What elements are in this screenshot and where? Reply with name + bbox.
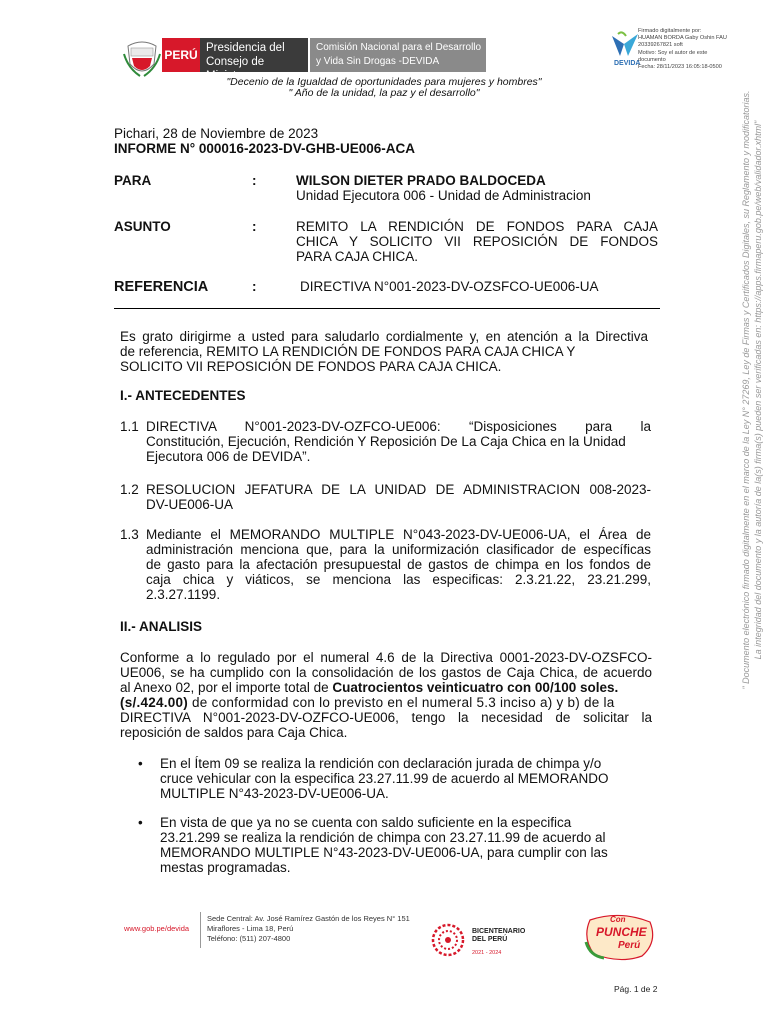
address-line: Sede Central: Av. José Ramírez Gastón de los Reyes N° 151 (207, 914, 410, 923)
legal-validation-note (740, 0, 764, 790)
item-1-3-line: administración menciona que, para la uniformización clasificador de específicas (146, 542, 651, 557)
bullet-1-line: MULTIPLE N°43-2023-DV-UE006-UA. (160, 786, 389, 801)
item-1-3-line: Mediante el MEMORANDO MULTIPLE N°043-2023-DV-UE006-UA, el Área de (146, 527, 651, 542)
bicentenario-line: DEL PERÚ (472, 936, 508, 943)
item-1-1-line: Constitución, Ejecución, Rendición Y Reposición De La Caja Chica en la Unidad (146, 434, 626, 449)
signature-line: documento (638, 56, 666, 63)
presidencia-line-2: Consejo de Ministros (206, 56, 265, 82)
bullet-2-line: En vista de que ya no se cuenta con saldo suficiente en la especifica (160, 815, 572, 830)
analisis-line: Conforme a lo regulado por el numeral 4.6 de la Directiva 0001-2023-DV-OZSFCO- (120, 650, 652, 665)
asunto-label: ASUNTO (114, 219, 171, 234)
bullet-1-line: En el Ítem 09 se realiza la rendición con declaración jurada de chimpa y/o (160, 756, 602, 771)
signature-line: Firmado digitalmente por: (638, 28, 702, 34)
page-number: Pág. 1 de 2 (614, 984, 658, 994)
anio-quote: " Año de la unidad, la paz y el desarrollo" (288, 87, 480, 99)
legal-note-line-1: " Documento electrónico firmado digitalmente en el marco de la Ley N° 27269, Ley de Firmas y Certificados Digitales, su Reglamento y modificatorias. (741, 90, 751, 690)
para-colon: : (252, 173, 257, 188)
signature-line: HUAMAN BORDA Gaby Oshin FAU (638, 35, 727, 42)
referencia-label: REFERENCIA (114, 279, 209, 295)
website-link[interactable]: www.gob.pe/devida (124, 924, 190, 933)
importe-amount: (s/.424.00) (120, 695, 189, 710)
asunto-line: CHICA Y SOLICITO VII REPOSICIÓN DE FONDOS (296, 234, 658, 249)
address-line: Teléfono: (511) 207-4800 (207, 934, 291, 943)
footer-divider (200, 912, 201, 948)
referencia-colon: : (252, 279, 257, 294)
section-analisis-title: II.- ANALISIS (120, 619, 203, 634)
legal-note-line-2: La integridad del documento y la autoría de la(s) firma(s) pueden ser verificadas en: https://apps.firmaperu.gob.pe/web/validador.xhtml" (753, 120, 763, 660)
place-date: Pichari, 28 de Noviembre de 2023 (114, 126, 319, 141)
punche-word: PUNCHE (596, 925, 647, 939)
bullet-1-line: cruce vehicular con la especifica 23.27.11.99 de acuerdo al MEMORANDO (160, 771, 609, 786)
item-1-3-line: caja chica y viáticos, se menciona las especificas: 2.3.21.22, 23.21.299, (146, 572, 651, 587)
item-1-2-line: DV-UE006-UA (146, 497, 234, 512)
intro-line: de referencia, REMITO LA RENDICIÓN DE FONDOS PARA CAJA CHICA Y (120, 344, 576, 359)
devida-logo-text: DEVIDA (614, 60, 641, 67)
address-line: Miraflores - Lima 18, Perú (207, 924, 294, 933)
analisis-line (120, 695, 652, 710)
bicentenario-text (472, 928, 525, 944)
item-1-3-line: 2.3.27.1199. (146, 587, 221, 602)
con-punche-peru-logo (580, 912, 660, 962)
presidencia-line-1: Presidencia del (206, 42, 285, 54)
intro-line: SOLICITO VII REPOSICIÓN DE FONDOS PARA CAJA CHICA. (120, 359, 502, 374)
analisis-line (120, 680, 652, 695)
peru-label: PERÚ (162, 38, 200, 72)
informe-number: INFORME N° 000016-2023-DV-GHB-UE006-ACA (114, 141, 415, 156)
referencia-value: DIRECTIVA N°001-2023-DV-OZSFCO-UE006-UA (300, 279, 599, 294)
para-label: PARA (114, 173, 152, 188)
item-1-3-line: de gasto para la afectación presupuestal de gastos de chimpa en los fondos de (146, 557, 651, 572)
para-name: WILSON DIETER PRADO BALDOCEDA (296, 173, 546, 188)
asunto-line: PARA CAJA CHICA. (296, 249, 419, 264)
analisis-text: al Anexo 02, por el importe total de (120, 680, 333, 695)
footer-address (207, 914, 410, 944)
importe-total-text: Cuatrocientos veinticuatro con 00/100 soles. (332, 680, 619, 695)
intro-line: Es grato dirigirme a usted para saludarlo cordialmente y, en atención a la Directiva (120, 329, 648, 344)
item-number: 1.1 (120, 419, 139, 434)
asunto-colon: : (252, 219, 257, 234)
presidencia-block (200, 38, 308, 82)
comision-block (310, 38, 486, 72)
header-divider (114, 308, 660, 309)
section-antecedentes-title: I.- ANTECEDENTES (120, 388, 246, 403)
decenio-quote: "Decenio de la Igualdad de oportunidades para mujeres y hombres" (226, 76, 542, 88)
signature-line: 20339267821 soft (638, 42, 683, 49)
para-unit: Unidad Ejecutora 006 - Unidad de Administracion (296, 188, 591, 203)
item-number: 1.2 (120, 482, 139, 497)
item-1-2-line: RESOLUCION JEFATURA DE LA UNIDAD DE ADMINISTRACION 008-2023- (146, 482, 651, 497)
bicentenario-years: 2021 - 2024 (472, 950, 502, 956)
comision-line-2: y Vida Sin Drogas -DEVIDA (316, 56, 440, 67)
signature-line: Fecha: 28/11/2023 16:05:18-0500 (638, 64, 722, 71)
item-1-1-line: Ejecutora 006 de DEVIDA”. (146, 449, 311, 464)
bullet-2-line: 23.21.299 se realiza la rendición de chimpa con 23.27.11.99 de acuerdo al (160, 830, 606, 845)
asunto-line: REMITO LA RENDICIÓN DE FONDOS PARA CAJA (296, 219, 658, 234)
bullet-icon: • (138, 756, 143, 771)
bullet-icon: • (138, 815, 143, 830)
bicentenario-logo-icon (430, 922, 466, 958)
analisis-line: reposición de saldos para Caja Chica. (120, 725, 348, 740)
devida-logo-icon (608, 30, 642, 60)
bicentenario-line: BICENTENARIO (472, 928, 526, 935)
signature-line: Motivo: Soy el autor de este (638, 49, 708, 56)
bullet-2-line: MEMORANDO MULTIPLE N°43-2023-DV-UE006-UA, para cumplir con las (160, 845, 608, 860)
item-1-1-line: DIRECTIVA N°001-2023-DV-OZFCO-UE006: “Disposiciones para la (146, 419, 651, 434)
punche-peru: Perú (618, 940, 641, 951)
comision-line-1: Comisión Nacional para el Desarrollo (316, 42, 482, 53)
bullet-2-line: mestas programadas. (160, 860, 291, 875)
item-number: 1.3 (120, 527, 139, 542)
analisis-line: UE006, se ha cumplido con la consolidación de los gastos de Caja Chica, de acuerdo (120, 665, 652, 680)
analisis-text: de conformidad con lo previsto en el numeral 5.3 inciso a) y b) de la (188, 695, 615, 710)
peru-coat-of-arms-icon (122, 38, 162, 80)
punche-con: Con (610, 915, 626, 924)
analisis-line: DIRECTIVA N°001-2023-DV-OZFCO-UE006, tengo la necesidad de solicitar la (120, 710, 652, 725)
